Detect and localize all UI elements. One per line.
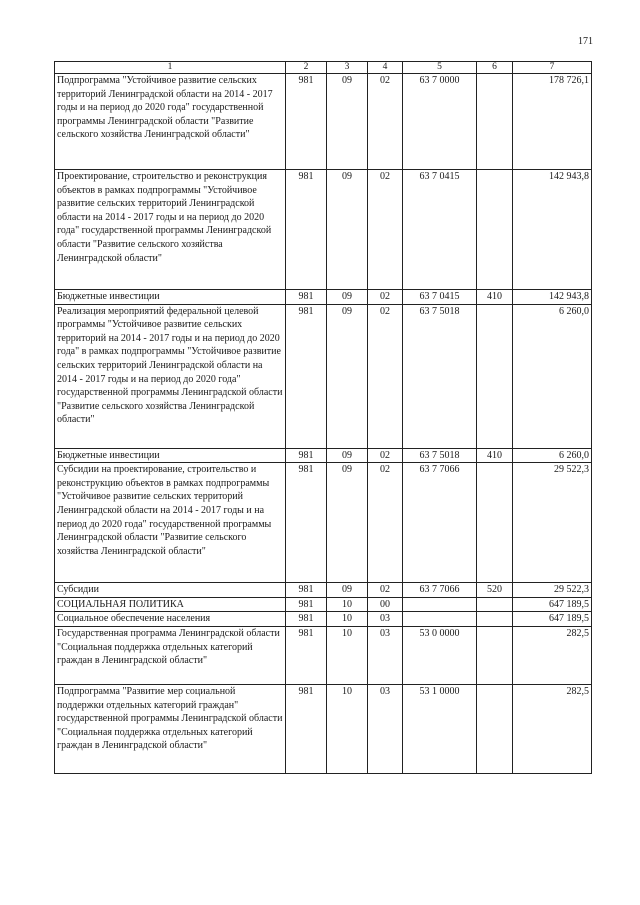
table-row [55, 583, 592, 598]
header-col-1: 1 [55, 62, 286, 74]
row-target: 63 7 0415 [403, 290, 477, 305]
row-code: 981 [286, 448, 327, 463]
row-amount: 29 522,3 [513, 463, 592, 583]
row-expense-type [477, 597, 513, 612]
row-subsection: 02 [368, 448, 403, 463]
row-target: 63 7 7066 [403, 583, 477, 598]
row-section: 09 [327, 290, 368, 305]
row-code: 981 [286, 170, 327, 290]
row-name: Государственная программа Ленинградской области "Социальная поддержка отдельных категорий граждан в Ленинградской области" [55, 626, 286, 684]
row-target: 63 7 5018 [403, 304, 477, 448]
row-subsection: 00 [368, 597, 403, 612]
row-section: 10 [327, 597, 368, 612]
table-row [55, 170, 592, 290]
row-subsection: 03 [368, 626, 403, 684]
table-row [55, 290, 592, 305]
row-code: 981 [286, 626, 327, 684]
row-name: Бюджетные инвестиции [55, 448, 286, 463]
row-name: Проектирование, строительство и реконструкция объектов в рамках подпрограммы "Устойчивое развитие сельских территорий Ленинградской области на 2014 - 2017 годы и на период до 2020 года" государственной программы Ленинградской области "Развитие сельского хозяйства Ленинградской области" [55, 170, 286, 290]
row-subsection: 02 [368, 463, 403, 583]
row-subsection: 02 [368, 290, 403, 305]
row-subsection: 03 [368, 684, 403, 773]
table-row [55, 684, 592, 773]
row-target: 63 7 0415 [403, 170, 477, 290]
row-code: 981 [286, 597, 327, 612]
row-code: 981 [286, 74, 327, 170]
header-col-7: 7 [513, 62, 592, 74]
row-target: 53 0 0000 [403, 626, 477, 684]
page-number: 171 [578, 36, 593, 47]
header-row [55, 62, 592, 74]
row-name: Подпрограмма "Устойчивое развитие сельских территорий Ленинградской области на 2014 - 2017 годы и на период до 2020 года" государственной программы Ленинградской области "Развитие сельского хозяйства Ленинградской области" [55, 74, 286, 170]
row-target [403, 612, 477, 627]
header-col-4: 4 [368, 62, 403, 74]
row-name: Подпрограмма "Развитие мер социальной поддержки отдельных категорий граждан" государственной программы Ленинградской области "Социальная поддержка отдельных категорий граждан в Ленинградской области" [55, 684, 286, 773]
row-expense-type: 520 [477, 583, 513, 598]
row-subsection: 02 [368, 304, 403, 448]
row-section: 10 [327, 684, 368, 773]
row-name: Субсидии [55, 583, 286, 598]
header-col-3: 3 [327, 62, 368, 74]
row-section: 09 [327, 448, 368, 463]
budget-table [54, 61, 592, 774]
row-expense-type [477, 74, 513, 170]
row-target: 63 7 5018 [403, 448, 477, 463]
table-row [55, 597, 592, 612]
row-subsection: 03 [368, 612, 403, 627]
row-expense-type: 410 [477, 290, 513, 305]
row-amount: 6 260,0 [513, 304, 592, 448]
row-target [403, 597, 477, 612]
row-expense-type [477, 170, 513, 290]
row-code: 981 [286, 684, 327, 773]
table-row [55, 463, 592, 583]
row-name: Бюджетные инвестиции [55, 290, 286, 305]
row-amount: 647 189,5 [513, 597, 592, 612]
table-row [55, 304, 592, 448]
row-amount: 29 522,3 [513, 583, 592, 598]
row-name: Субсидии на проектирование, строительство и реконструкцию объектов в рамках подпрограммы "Устойчивое развитие сельских территорий Ленинградской области на 2014 - 2017 годы и на период до 2020 года" государственной программы Ленинградской области "Развитие сельского хозяйства Ленинградской области" [55, 463, 286, 583]
row-subsection: 02 [368, 170, 403, 290]
row-section: 09 [327, 583, 368, 598]
row-expense-type: 410 [477, 448, 513, 463]
table-row [55, 626, 592, 684]
row-section: 09 [327, 463, 368, 583]
table-row [55, 448, 592, 463]
row-expense-type [477, 612, 513, 627]
row-section: 09 [327, 170, 368, 290]
row-name: Реализация мероприятий федеральной целевой программы "Устойчивое развитие сельских территорий на 2014 - 2017 годы и на период до 2020 года" в рамках подпрограммы "Устойчивое развитие сельских территорий Ленинградской области на 2014 - 2017 годы и на период до 2020 года" государственной программы Ленинградской области "Развитие сельского хозяйства Ленинградской области" [55, 304, 286, 448]
table-row [55, 74, 592, 170]
row-subsection: 02 [368, 74, 403, 170]
header-col-2: 2 [286, 62, 327, 74]
row-code: 981 [286, 612, 327, 627]
row-target: 63 7 7066 [403, 463, 477, 583]
row-section: 09 [327, 74, 368, 170]
row-amount: 6 260,0 [513, 448, 592, 463]
row-code: 981 [286, 583, 327, 598]
table-row [55, 612, 592, 627]
header-col-6: 6 [477, 62, 513, 74]
row-amount: 282,5 [513, 684, 592, 773]
header-col-5: 5 [403, 62, 477, 74]
row-section: 10 [327, 612, 368, 627]
row-amount: 142 943,8 [513, 170, 592, 290]
row-expense-type [477, 684, 513, 773]
row-expense-type [477, 626, 513, 684]
row-expense-type [477, 463, 513, 583]
row-subsection: 02 [368, 583, 403, 598]
row-code: 981 [286, 290, 327, 305]
row-amount: 282,5 [513, 626, 592, 684]
row-amount: 142 943,8 [513, 290, 592, 305]
row-section: 10 [327, 626, 368, 684]
row-section: 09 [327, 304, 368, 448]
row-amount: 178 726,1 [513, 74, 592, 170]
row-expense-type [477, 304, 513, 448]
row-code: 981 [286, 463, 327, 583]
row-target: 63 7 0000 [403, 74, 477, 170]
row-name: Социальное обеспечение населения [55, 612, 286, 627]
row-target: 53 1 0000 [403, 684, 477, 773]
row-amount: 647 189,5 [513, 612, 592, 627]
row-code: 981 [286, 304, 327, 448]
row-name: СОЦИАЛЬНАЯ ПОЛИТИКА [55, 597, 286, 612]
